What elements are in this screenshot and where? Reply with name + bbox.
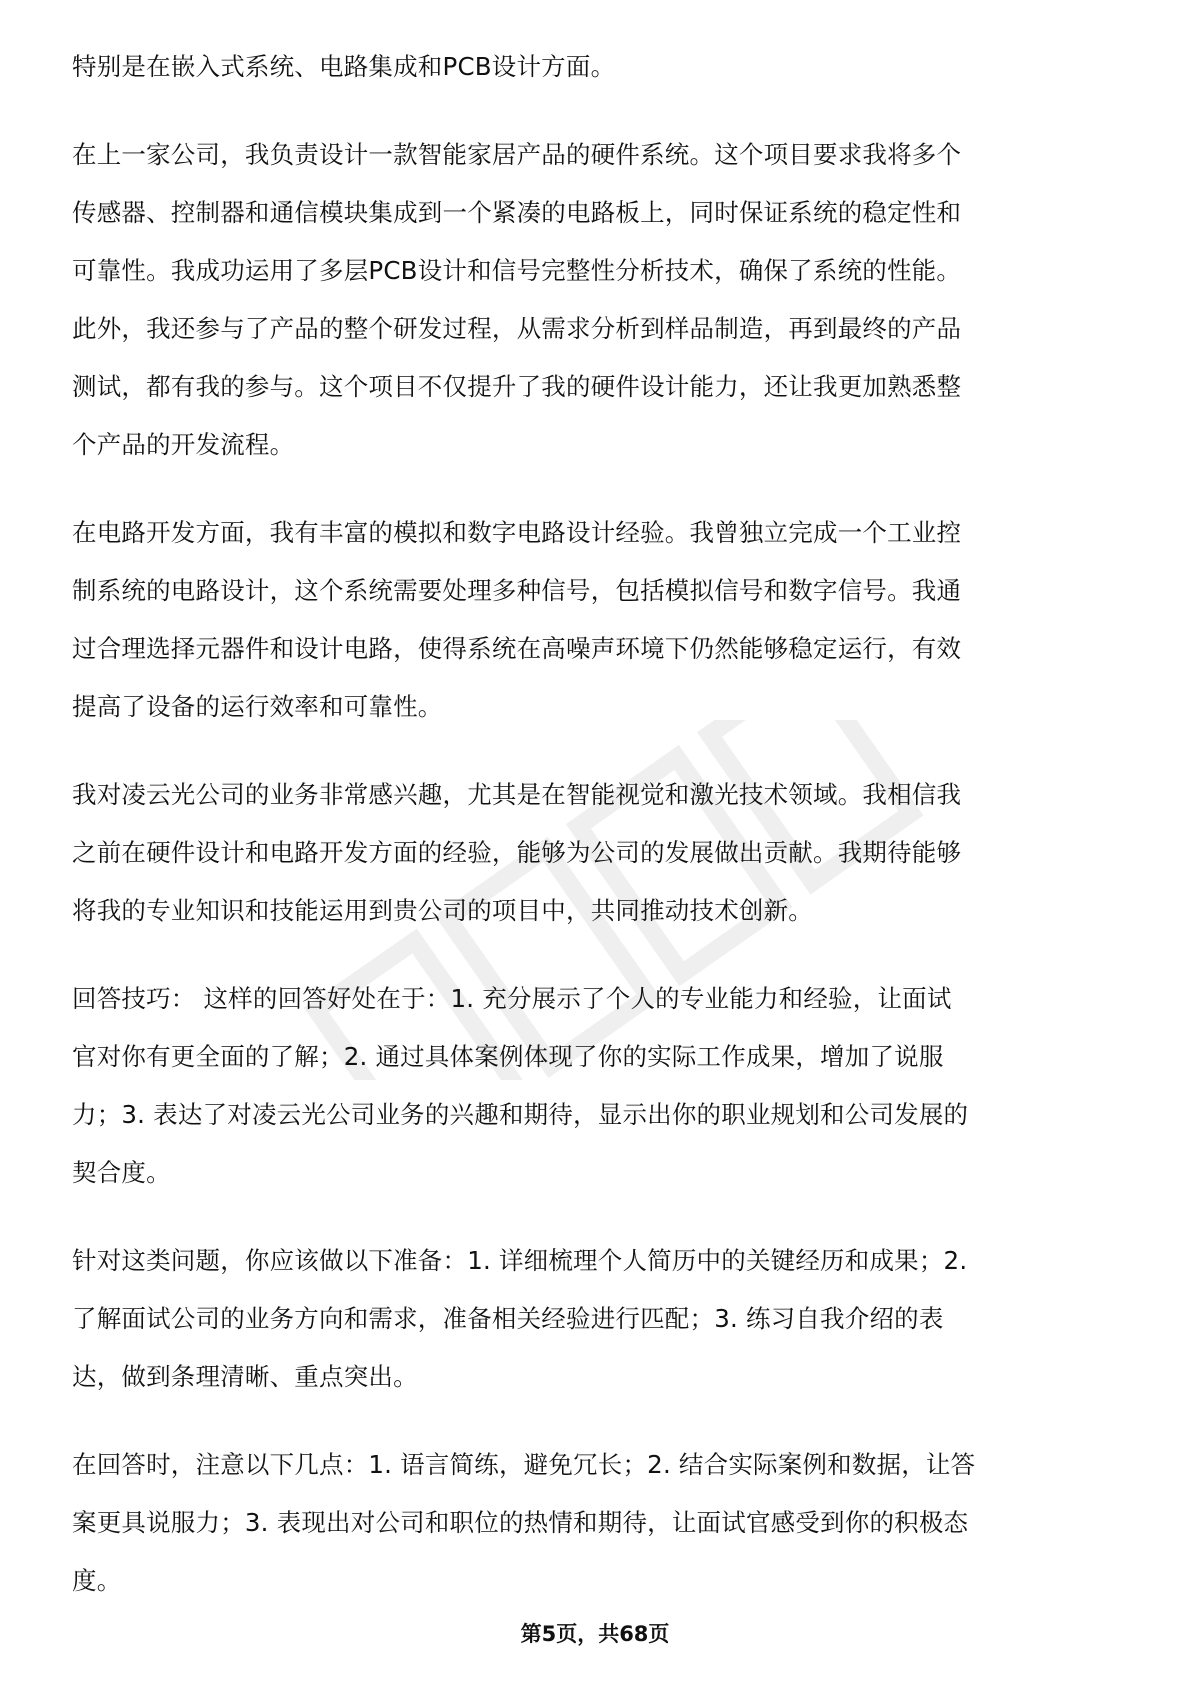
text-line: 官对你有更全面的了解；2. 通过具体案例体现了你的实际工作成果，增加了说服	[72, 1042, 944, 1071]
text-line: 针对这类问题，你应该做以下准备：1. 详细梳理个人简历中的关键经历和成果；2.	[72, 1246, 968, 1275]
text-line: 之前在硬件设计和电路开发方面的经验，能够为公司的发展做出贡献。我期待能够	[72, 838, 962, 867]
paragraph-6-preparation	[72, 1232, 1122, 1406]
text-line: 回答技巧： 这样的回答好处在于：1. 充分展示了个人的专业能力和经验，让面试	[72, 984, 952, 1013]
text-line: 案更具说服力；3. 表现出对公司和职位的热情和期待，让面试官感受到你的积极态	[72, 1508, 969, 1537]
paragraph-3	[72, 504, 1122, 736]
text-line: 在电路开发方面，我有丰富的模拟和数字电路设计经验。我曾独立完成一个工业控	[72, 518, 962, 547]
text-line: 在上一家公司，我负责设计一款智能家居产品的硬件系统。这个项目要求我将多个	[72, 140, 962, 169]
document-body	[72, 38, 1122, 1640]
text-line: 在回答时，注意以下几点：1. 语言简练，避免冗长；2. 结合实际案例和数据，让答	[72, 1450, 976, 1479]
text-line: 达，做到条理清晰、重点突出。	[72, 1362, 418, 1391]
paragraph-4	[72, 766, 1122, 940]
text-line: 将我的专业知识和技能运用到贵公司的项目中，共同推动技术创新。	[72, 896, 813, 925]
text-line: 契合度。	[72, 1158, 171, 1187]
page-number-footer: 第5页，共68页	[520, 1622, 670, 1646]
text-line: 度。	[72, 1566, 122, 1595]
text-line: 提高了设备的运行效率和可靠性。	[72, 692, 443, 721]
paragraph-1	[72, 38, 1122, 96]
paragraph-2	[72, 126, 1122, 474]
text-line: 个产品的开发流程。	[72, 430, 295, 459]
text-line: 测试，都有我的参与。这个项目不仅提升了我的硬件设计能力，还让我更加熟悉整	[72, 372, 962, 401]
text-line: 传感器、控制器和通信模块集成到一个紧凑的电路板上，同时保证系统的稳定性和	[72, 198, 962, 227]
text-line: 了解面试公司的业务方向和需求，准备相关经验进行匹配；3. 练习自我介绍的表	[72, 1304, 944, 1333]
text-line: 特别是在嵌入式系统、电路集成和PCB设计方面。	[72, 52, 616, 81]
paragraph-5-answer-tips	[72, 970, 1122, 1202]
paragraph-7-notes	[72, 1436, 1122, 1610]
text-line: 我对凌云光公司的业务非常感兴趣，尤其是在智能视觉和激光技术领域。我相信我	[72, 780, 962, 809]
text-line: 力；3. 表达了对凌云光公司业务的兴趣和期待，显示出你的职业规划和公司发展的	[72, 1100, 969, 1129]
text-line: 此外，我还参与了产品的整个研发过程，从需求分析到样品制造，再到最终的产品	[72, 314, 962, 343]
text-line: 可靠性。我成功运用了多层PCB设计和信号完整性分析技术，确保了系统的性能。	[72, 256, 962, 285]
text-line: 制系统的电路设计，这个系统需要处理多种信号，包括模拟信号和数字信号。我通	[72, 576, 962, 605]
text-line: 过合理选择元器件和设计电路，使得系统在高噪声环境下仍然能够稳定运行，有效	[72, 634, 962, 663]
